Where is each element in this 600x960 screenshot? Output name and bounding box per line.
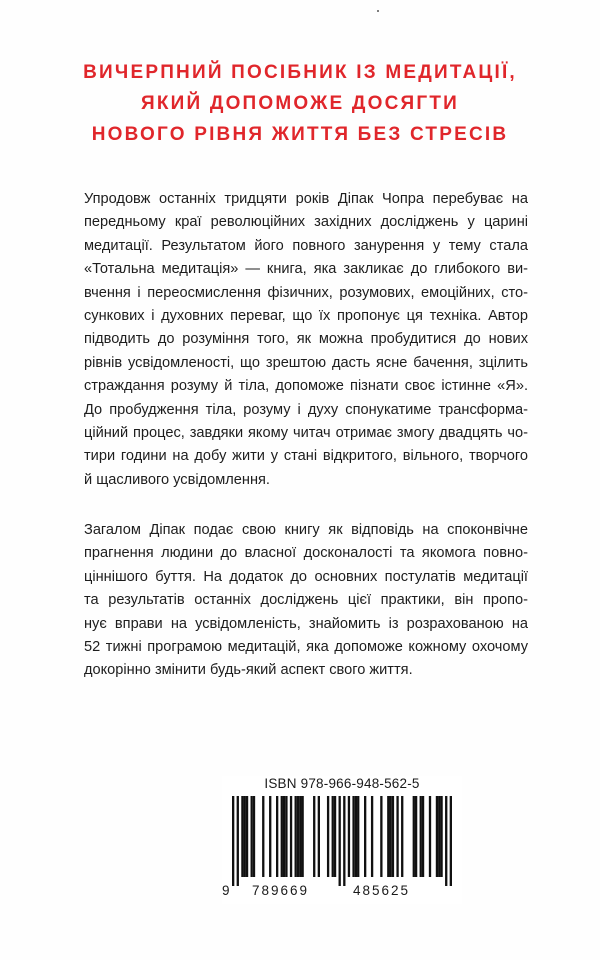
tagline-line-2: ЯКИЙ ДОПОМОЖЕ ДОСЯГТИ bbox=[141, 93, 459, 114]
paragraph-line: нує вправи на усвідомленість, знайомить із розрахованою на bbox=[84, 615, 528, 632]
barcode-digits-right: 485625 bbox=[353, 883, 411, 898]
barcode-bar bbox=[253, 796, 255, 877]
barcode-bar bbox=[392, 796, 394, 877]
paragraph-line: рівнів усвідомленості, що зрештою дасть ясне бачення, зцілить bbox=[84, 354, 528, 371]
barcode-bar bbox=[364, 796, 366, 877]
barcode-bar bbox=[332, 796, 334, 877]
paragraph-line: «Тотальна медитація» — книга, яка закликає до глибокого ви- bbox=[84, 261, 528, 278]
tagline-line-3: НОВОГО РІВНЯ ЖИТТЯ БЕЗ СТРЕСІВ bbox=[91, 124, 509, 145]
barcode-bar bbox=[334, 796, 336, 877]
barcode-bar bbox=[297, 796, 299, 877]
barcode-bar bbox=[295, 796, 297, 877]
barcode-bar bbox=[232, 796, 234, 886]
description-paragraph-1 bbox=[84, 188, 528, 492]
paragraph-line: Упродовж останніх тридцяти років Діпак Чопра перебуває на bbox=[84, 191, 528, 207]
barcode-bar bbox=[244, 796, 246, 877]
barcode-bar bbox=[313, 796, 315, 877]
barcode-bar bbox=[438, 796, 440, 877]
paragraph-line: медитації. Результатом його повного занурення у тему стала bbox=[84, 237, 528, 254]
barcode-bar bbox=[299, 796, 301, 877]
barcode-bar bbox=[283, 796, 285, 877]
barcode-digits-left: 789669 bbox=[252, 883, 310, 898]
barcode-bar bbox=[429, 796, 431, 877]
barcode-bar bbox=[413, 796, 415, 877]
barcode-bar bbox=[339, 796, 341, 886]
barcode-bar bbox=[290, 796, 292, 877]
description-paragraph-2 bbox=[84, 519, 528, 683]
barcode-bar bbox=[387, 796, 389, 877]
paragraph-line: ціннішого буття. На додаток до основних постулатів медитації bbox=[84, 568, 528, 585]
tagline bbox=[40, 57, 560, 150]
barcode-bar bbox=[422, 796, 424, 877]
paragraph-line: страждання розуму й тіла, допоможе пізнати своє істинне «Я». bbox=[84, 378, 528, 395]
barcode-bar bbox=[355, 796, 357, 877]
barcode-bar bbox=[262, 796, 264, 877]
barcode-bar bbox=[251, 796, 253, 877]
barcode-bar bbox=[269, 796, 271, 877]
barcode-bar bbox=[241, 796, 243, 877]
barcode-bar bbox=[450, 796, 452, 886]
paragraph-line: вчення і переосмислення фізичних, розумових, емоційних, сто- bbox=[84, 284, 528, 301]
barcode-bar bbox=[276, 796, 278, 877]
barcode-bar bbox=[380, 796, 382, 877]
barcode-bar bbox=[396, 796, 398, 877]
print-speck bbox=[377, 10, 379, 12]
paragraph-line: тири години на добу жити у стані відкритого, вільного, творчого bbox=[84, 448, 528, 465]
paragraph-line: ційний процес, завдяки якому читач отримає змогу двадцять чо- bbox=[84, 424, 528, 441]
barcode-bar bbox=[327, 796, 329, 877]
barcode-bar bbox=[415, 796, 417, 877]
tagline-line-1: ВИЧЕРПНИЙ ПОСІБНИК ІЗ МЕДИТАЦІЇ, bbox=[83, 62, 517, 83]
barcode-bar bbox=[420, 796, 422, 877]
barcode-bar bbox=[371, 796, 373, 877]
barcode-bar bbox=[281, 796, 283, 877]
barcode-bar bbox=[440, 796, 442, 877]
paragraph-line: До пробудження тіла, розуму і духу спонукатиме трансформа- bbox=[84, 401, 528, 418]
paragraph-line: Загалом Діпак подає свою книгу як відповідь на споконвічне bbox=[84, 522, 528, 538]
barcode-bar bbox=[246, 796, 248, 877]
paragraph-line: прагнення людини до власної досконалості та якомога повно- bbox=[84, 545, 528, 562]
barcode-digit-first: 9 bbox=[222, 883, 232, 898]
barcode-bar bbox=[343, 796, 345, 886]
barcode-bar bbox=[352, 796, 354, 877]
isbn-label: ISBN 978-966-948-562-5 bbox=[264, 776, 420, 791]
barcode-bar bbox=[237, 796, 239, 886]
barcode-bar bbox=[445, 796, 447, 886]
barcode-bar bbox=[318, 796, 320, 877]
barcode-bar bbox=[357, 796, 359, 877]
paragraph-line: сункових і духовних переваг, що їх пропонує ця техніка. Автор bbox=[84, 307, 528, 324]
barcode-bar bbox=[436, 796, 438, 877]
paragraph-line: підводить до розуміння того, як можна пробудитися до нових bbox=[84, 331, 528, 348]
isbn-barcode bbox=[222, 776, 462, 904]
paragraph-line: 52 тижні програмою медитацій, яка допоможе кожному охочому bbox=[84, 638, 528, 655]
paragraph-line: передньому краї революційних західних досліджень у царині bbox=[84, 214, 528, 231]
paragraph-line: й щасливого усвідомлення. bbox=[84, 471, 270, 488]
barcode-bar bbox=[348, 796, 350, 877]
barcode-bar bbox=[301, 796, 303, 877]
barcode-bars bbox=[232, 796, 452, 886]
paragraph-line: та результатів останніх досліджень цієї практики, він пропо- bbox=[84, 592, 528, 609]
barcode-bar bbox=[401, 796, 403, 877]
paragraph-line: докорінно змінити будь-який аспект свого життя. bbox=[84, 662, 413, 679]
barcode-bar bbox=[389, 796, 391, 877]
barcode-bar bbox=[285, 796, 287, 877]
